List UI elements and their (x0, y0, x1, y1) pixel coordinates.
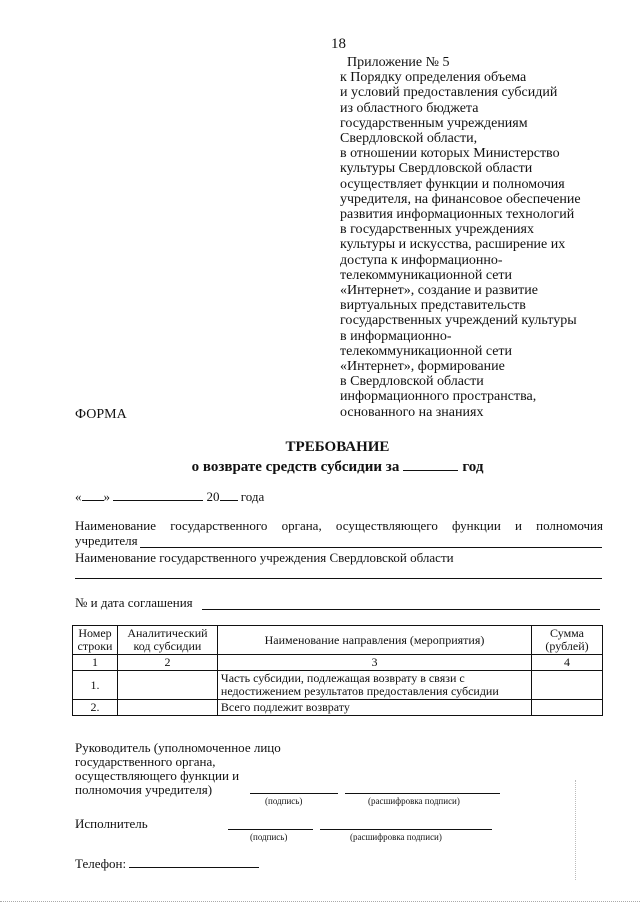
heading-title: ТРЕБОВАНИЕ (285, 439, 390, 455)
appendix-line: государственным учреждениям (340, 115, 528, 131)
appendix-line: и условий предоставления субсидий (340, 85, 558, 101)
appendix-line: «Интернет», формирование (340, 359, 505, 375)
appendix-block (340, 55, 625, 420)
executor-decode-caption: (расшифровка подписи) (350, 832, 442, 842)
organ-label-line2: учредителя (75, 533, 138, 548)
header-direction: Наименование направления (мероприятия) (217, 626, 531, 655)
appendix-line: из областного бюджета (340, 100, 479, 116)
appendix-line: Свердловской области, (340, 131, 478, 147)
page-bottom-edge (0, 901, 640, 902)
table-cell-input[interactable] (117, 671, 217, 700)
appendix-line: культуры и искусства, расширение их (340, 237, 566, 253)
table-cell: Всего подлежит возврату (217, 700, 531, 716)
executor-signature-line[interactable] (228, 829, 313, 830)
appendix-line: основанного на знаниях (340, 404, 484, 420)
day-blank[interactable] (82, 488, 104, 501)
scan-edge-mark (575, 780, 576, 880)
appendix-line: телекоммуникационной сети (340, 267, 513, 283)
subsidy-table (72, 625, 603, 716)
organ-fill-line[interactable] (140, 547, 602, 548)
institution-label: Наименование государственного учреждения Свердловской области (75, 550, 454, 565)
appendix-line: телекоммуникационной сети (340, 343, 513, 359)
close-quote: » (103, 489, 110, 504)
open-quote: « (75, 489, 82, 504)
table-row (73, 671, 603, 700)
table-cell: 1. (73, 671, 118, 700)
appendix-line: в отношении которых Министерство (340, 146, 560, 162)
appendix-line: развития информационных технологий (340, 207, 575, 223)
year-prefix: 20 (206, 489, 220, 504)
header-sum: Сумма (рублей) (532, 626, 603, 655)
table-numbering-row (73, 655, 603, 671)
executor-decode-line[interactable] (320, 829, 492, 830)
table-cell: 3 (217, 655, 531, 671)
table-cell: 4 (532, 655, 603, 671)
appendix-line: «Интернет», создание и развитие (340, 283, 538, 299)
heading-subtitle-prefix: о возврате средств субсидии за (191, 459, 400, 475)
agreement-fill-line[interactable] (202, 609, 600, 610)
organ-label-line1: Наименование государственного органа, осуществляющего функции и полномочия (75, 518, 603, 533)
table-cell-input[interactable] (117, 700, 217, 716)
appendix-line: в государственных учреждениях (340, 222, 534, 238)
head-label-line: полномочия учредителя) (75, 782, 213, 797)
table-cell-input[interactable] (532, 700, 603, 716)
form-label: ФОРМА (75, 407, 127, 422)
head-label-line: Руководитель (уполномоченное лицо (75, 740, 281, 755)
phone-label-text: Телефон: (75, 856, 127, 871)
table-row (73, 700, 603, 716)
appendix-line: осуществляет функции и полномочия (340, 176, 565, 192)
table-cell: Часть субсидии, подлежащая возврату в связи с недостижением результатов предоставления субсидии (217, 671, 531, 700)
appendix-line: культуры Свердловской области (340, 161, 533, 177)
heading-subtitle-suffix: год (462, 459, 484, 475)
appendix-line: в информационно- (340, 328, 452, 344)
month-blank[interactable] (113, 488, 203, 501)
table-cell: 2 (117, 655, 217, 671)
executor-label: Исполнитель (75, 816, 148, 831)
head-decode-caption: (расшифровка подписи) (368, 796, 460, 806)
header-code: Аналитический код субсидии (117, 626, 217, 655)
phone-fill-line[interactable] (129, 855, 259, 868)
appendix-line: в Свердловской области (340, 374, 484, 390)
head-signature-label (75, 741, 281, 797)
appendix-line: виртуальных представительств (340, 298, 526, 314)
institution-fill-line[interactable] (75, 578, 602, 579)
heading-subtitle (75, 456, 600, 476)
head-label-line: осуществляющего функции и (75, 768, 240, 783)
appendix-line: информационного пространства, (340, 389, 537, 405)
header-row-number: Номер строки (73, 626, 118, 655)
table-header-row (73, 626, 603, 655)
appendix-title: Приложение № 5 (347, 55, 450, 70)
document-heading (75, 438, 600, 476)
table-cell-input[interactable] (532, 671, 603, 700)
head-signature-line[interactable] (250, 793, 338, 794)
date-line (75, 488, 264, 505)
phone-label (75, 855, 259, 872)
year-suffix: года (240, 489, 265, 504)
agreement-label: № и дата соглашения (75, 595, 193, 610)
head-label-line: государственного органа, (75, 754, 216, 769)
appendix-line: доступа к информационно- (340, 252, 503, 268)
table-cell: 1 (73, 655, 118, 671)
head-signature-caption: (подпись) (265, 796, 303, 806)
executor-signature-caption: (подпись) (250, 832, 288, 842)
head-decode-line[interactable] (345, 793, 500, 794)
year-blank[interactable] (403, 456, 458, 471)
year-short-blank[interactable] (220, 488, 238, 501)
appendix-line: учредителя, на финансовое обеспечение (340, 191, 581, 207)
table-cell: 2. (73, 700, 118, 716)
appendix-line: к Порядку определения объема (340, 70, 527, 86)
page-number: 18 (331, 36, 346, 52)
appendix-line: государственных учреждений культуры (340, 313, 577, 329)
